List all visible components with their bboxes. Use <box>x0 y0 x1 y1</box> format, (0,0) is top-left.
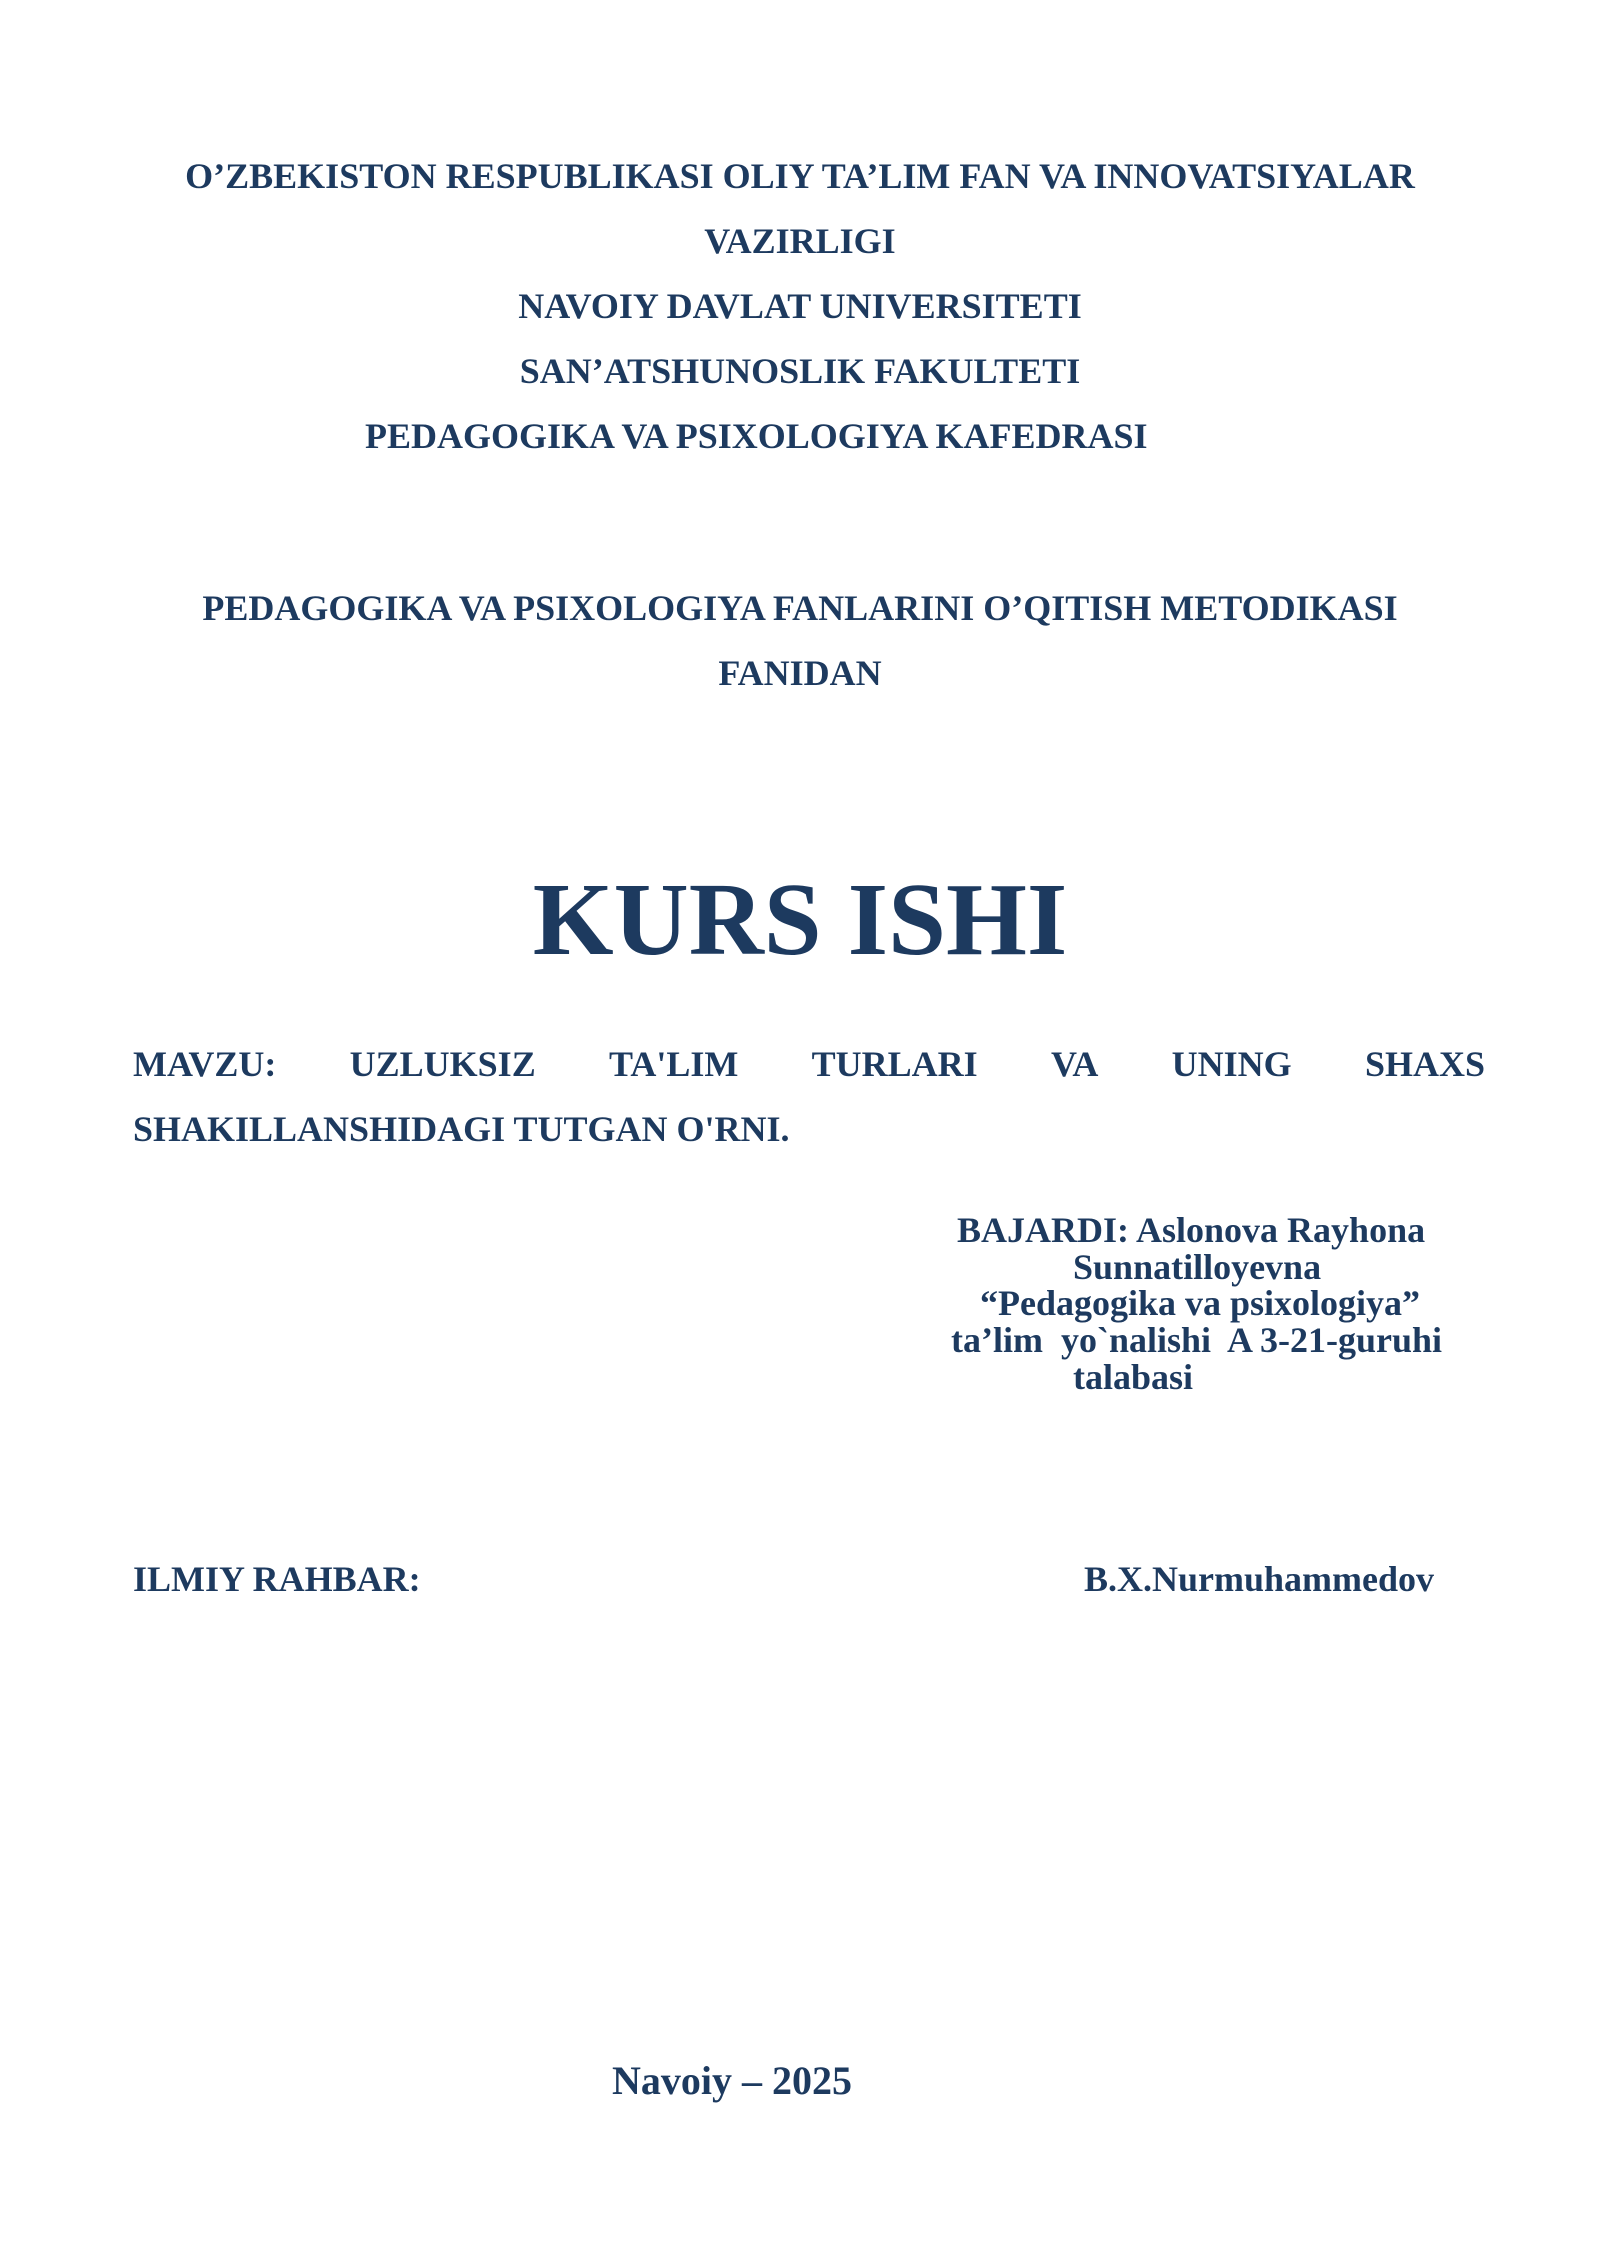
place-year: Navoiy – 2025 <box>612 2058 852 2103</box>
university-name: NAVOIY DAVLAT UNIVERSITETI <box>518 286 1082 326</box>
supervisor-name: B.X.Nurmuhammedov <box>1084 1559 1435 1599</box>
faculty-name: SAN’ATSHUNOSLIK FAKULTETI <box>519 351 1081 391</box>
ministry-line-1: O’ZBEKISTON RESPUBLIKASI OLIY TA’LIM FAN VA INNOVATSIYALAR <box>185 156 1415 196</box>
supervisor-label: ILMIY RAHBAR: <box>133 1559 421 1599</box>
author-line-2: Sunnatilloyevna <box>1073 1247 1322 1287</box>
topic-word: UZLUKSIZ <box>349 1044 536 1084</box>
document-title: KURS ISHI <box>532 862 1068 977</box>
subject-line-1: PEDAGOGIKA VA PSIXOLOGIYA FANLARINI O’QITISH METODIKASI <box>202 588 1398 628</box>
ministry-line-2: VAZIRLIGI <box>704 221 896 261</box>
author-line-1: BAJARDI: Aslonova Rayhona <box>957 1210 1426 1250</box>
topic-word: TA'LIM <box>609 1044 739 1084</box>
department-name: PEDAGOGIKA VA PSIXOLOGIYA KAFEDRASI <box>365 416 1148 456</box>
topic-word: VA <box>1050 1044 1099 1084</box>
topic-line-1 <box>133 1046 1485 1082</box>
topic-word: UNING <box>1171 1044 1292 1084</box>
topic-line-2: SHAKILLANSHIDAGI TUTGAN O'RNI. <box>133 1109 790 1149</box>
subject-line-2: FANIDAN <box>718 653 882 693</box>
author-line-5: talabasi <box>1073 1357 1194 1397</box>
topic-word: SHAXS <box>1364 1044 1485 1084</box>
topic-word: MAVZU: <box>133 1044 277 1084</box>
topic-word: TURLARI <box>811 1044 978 1084</box>
author-line-3: “Pedagogika va psixologiya” <box>980 1283 1421 1323</box>
author-line-4: ta’lim yo`nalishi A 3-21-guruhi <box>951 1320 1443 1360</box>
